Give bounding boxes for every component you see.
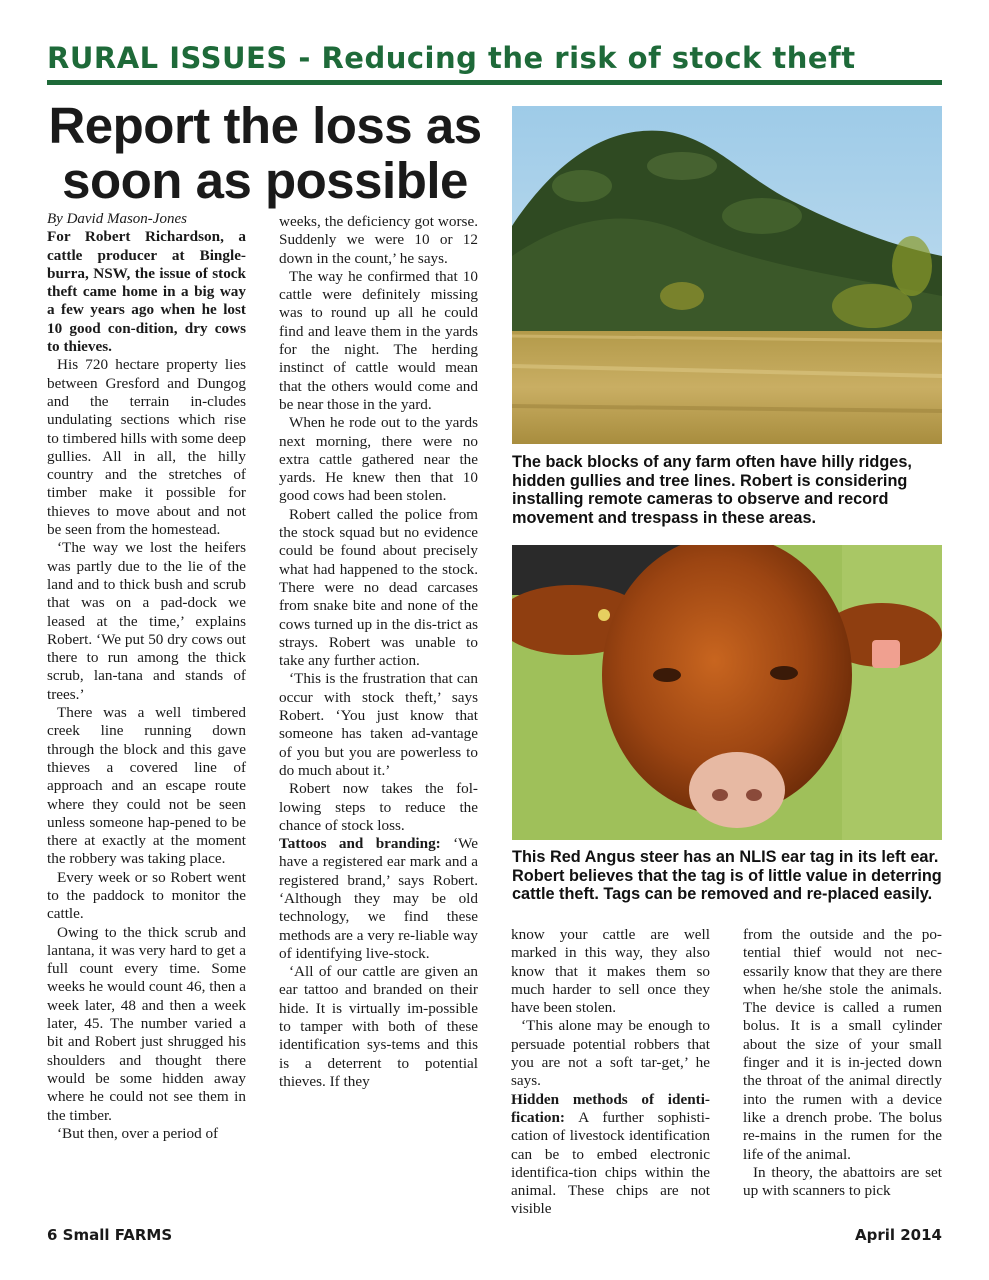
subheading-tattoos: Tattoos and branding: <box>279 835 441 853</box>
paragraph: ‘This alone may be enough to persuade potential robbers that you are not a soft tar-get,’ he says. <box>511 1017 710 1090</box>
paragraph-text: ‘We have a registered ear mark and a registered brand,’ says Robert. ‘Although they may be old technology, we find these methods are a very re-liable way of identifying live-stock. <box>279 835 478 962</box>
paragraph: Robert now takes the fol-lowing steps to reduce the chance of stock loss. <box>279 780 478 834</box>
paragraph: When he rode out to the yards next morning, there were no extra cattle gathered near the yards. He knew then that 10 good cows had been stolen. <box>279 414 478 505</box>
headline-line-2: soon as possible <box>62 152 468 209</box>
landscape-photo <box>512 106 942 444</box>
footer-date: April 2014 <box>855 1226 942 1244</box>
paragraph: The way he confirmed that 10 cattle were definitely missing was to round up all he could find and leave them in the yards for the night. The herding instinct of cattle would mean that the others would come and be near those in the yard. <box>279 267 478 413</box>
subheading-paragraph <box>279 835 478 963</box>
paragraph: Every week or so Robert went to the paddock to monitor the cattle. <box>47 868 246 923</box>
paragraph: ‘The way we lost the heifers was partly due to the lie of the land and to thick bush and scrub that was on a pad-dock we leased at the time,’ explains Robert. ‘We put 50 dry cows out there to run among the thick scrub, lan-tana and stands of trees.’ <box>47 539 246 703</box>
article-column-4 <box>743 926 942 1200</box>
headline-line-1: Report the loss as <box>48 97 482 154</box>
subheading-hidden-methods: Hidden methods of identi-fication: <box>511 1090 710 1126</box>
article-column-2 <box>279 213 478 1091</box>
photo-caption-1: The back blocks of any farm often have hilly ridges, hidden gullies and tree lines. Robert is considering installing remote cameras to observe and record movement and trespass in these areas. <box>512 453 912 527</box>
article-column-3 <box>511 926 710 1219</box>
paragraph: ‘All of our cattle are given an ear tattoo and branded on their hide. It is virtually im-possible to tamper with both of these identification sys-tems and this is a deterrent to potential thieves. If they <box>279 963 478 1090</box>
paragraph: In theory, the abattoirs are set up with scanners to pick <box>743 1163 942 1200</box>
paragraph: Owing to the thick scrub and lantana, it was very hard to get a full count every time. Some weeks he would count 46, then a week later, 48 and then a week later, 45. The number varied a bit and Robert just shrugged his shoulders and thought there would be some hidden away where he could not see them in the timber. <box>47 923 246 1124</box>
photo-caption-2: This Red Angus steer has an NLIS ear tag in its left ear. Robert believes that the tag is of little value in deterring cattle theft. Tags can be removed and re-placed easily. <box>512 848 942 903</box>
headline <box>30 98 500 208</box>
steer-photo <box>512 545 942 840</box>
paragraph: Robert called the police from the stock squad but no evidence could be found about precisely what had happened to the stock. There were no dead carcases from snake bite and none of the cows turned up in the dis-trict as strays. Robert was unable to take any further action. <box>279 505 478 670</box>
byline: By David Mason-Jones <box>47 211 187 227</box>
paragraph: There was a well timbered creek line running down through the block and this gave thieves a covered line of approach and an escape route where they could not be seen unless someone hap-pened to be there at exactly at the moment the robbery was taking place. <box>47 704 246 868</box>
article-column-1 <box>47 210 246 1143</box>
header-rule <box>47 80 942 85</box>
paragraph: from the outside and the po-tential thief would not nec-essarily know that they are there when he/she stole the animals. The device is called a rumen bolus. It is a small cylinder about the size of your small finger and it is in-jected down the throat of the animal directly into the rumen with a device like a drench probe. The bolus re-mains in the rumen for the life of the animal. <box>743 926 942 1163</box>
footer-page-label: 6 Small FARMS <box>47 1226 173 1244</box>
paragraph: know your cattle are well marked in this way, they also know that it makes them so much harder to sell once they have been stolen. <box>511 926 710 1017</box>
paragraph: His 720 hectare property lies between Gresford and Dungog and the terrain in-cludes undulating sections which rise to timbered hills with some deep gullies. All in all, the hilly country and the stretches of timber make it possible for thieves to move about and not be seen from the homestead. <box>47 356 246 539</box>
lead-paragraph: For Robert Richardson, a cattle producer at Bingle-burra, NSW, the issue of stock theft came home in a big way a few years ago when he lost 10 good con-dition, dry cows to thieves. <box>47 228 246 356</box>
section-header: RURAL ISSUES - Reducing the risk of stock theft <box>47 41 856 75</box>
subheading-paragraph <box>511 1091 710 1219</box>
paragraph: ‘This is the frustration that can occur with stock theft,’ says Robert. ‘You just know that someone has taken ad-vantage of you but you are powerless to do much about it.’ <box>279 670 478 779</box>
paragraph: ‘But then, over a period of <box>57 1124 219 1142</box>
paragraph: weeks, the deficiency got worse. Suddenly we were 10 or 12 down in the count,’ he says. <box>279 213 478 267</box>
paragraph-text: A further sophisti-cation of livestock identification can be to embed electronic identifica-tion chips within the animal. These chips are not visible <box>511 1108 710 1218</box>
